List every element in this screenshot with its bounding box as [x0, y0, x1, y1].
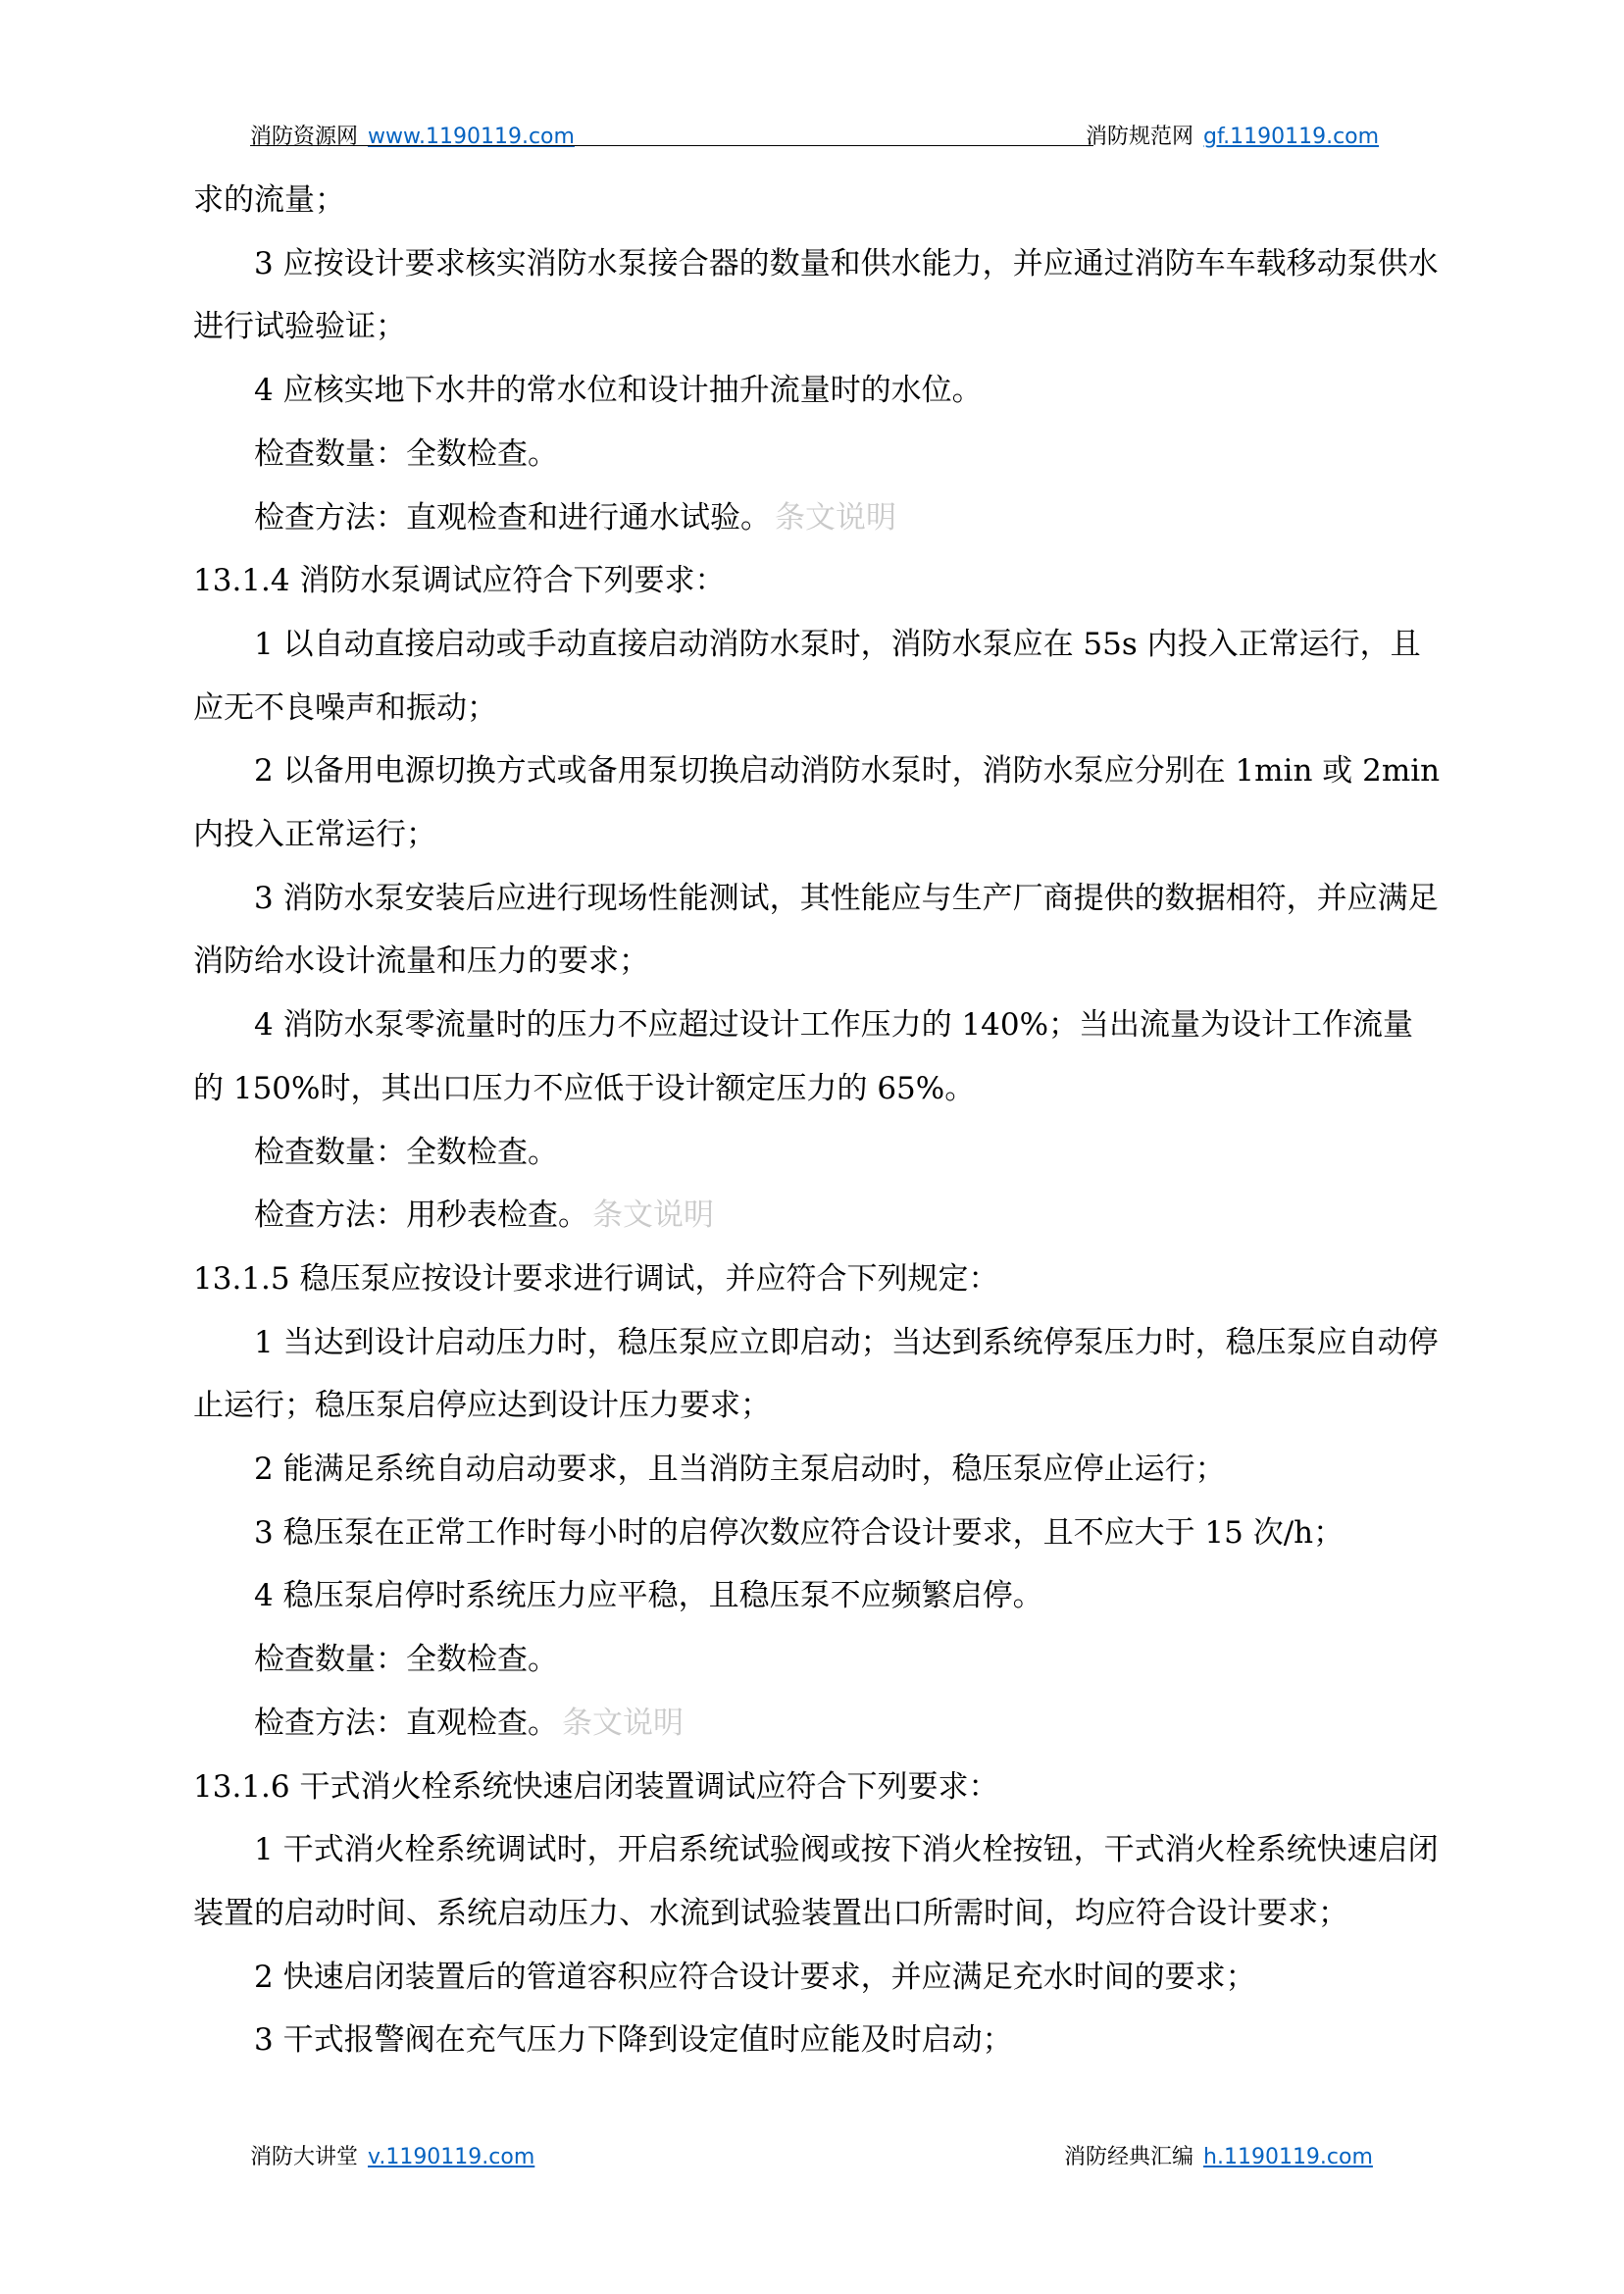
paragraph: [193, 1946, 1441, 2010]
clause-explanation-link[interactable]: 条文说明: [562, 1705, 684, 1741]
paragraph-text: 2 能满足系统自动启动要求，且当消防主泵启动时，稳压泵应停止运行；: [254, 1452, 1226, 1488]
paragraph-text: 求的流量；: [193, 182, 345, 218]
header-divider: [250, 145, 1093, 146]
paragraph: [193, 1438, 1441, 1502]
paragraph: [193, 867, 1441, 994]
paragraph-text: 3 干式报警阀在充气压力下降到设定值时应能及时启动；: [254, 2022, 1013, 2059]
header-left-link[interactable]: www.1190119.com: [368, 125, 575, 149]
paragraph-text: 检查数量：全数检查。: [254, 1642, 558, 1678]
paragraph: [193, 613, 1441, 739]
paragraph: [193, 1628, 1441, 1692]
header-left-label: 消防资源网: [250, 125, 359, 149]
footer-right-link[interactable]: h.1190119.com: [1203, 2145, 1373, 2169]
paragraph: [193, 486, 1441, 550]
footer-left-label: 消防大讲堂: [250, 2145, 359, 2169]
paragraph: [193, 169, 1441, 232]
paragraph-text: 13.1.4 消防水泵调试应符合下列要求：: [193, 563, 726, 599]
paragraph: [193, 994, 1441, 1120]
clause-heading: [193, 549, 1441, 613]
paragraph-text: 1 以自动直接启动或手动直接启动消防水泵时，消防水泵应在 55s 内投入正常运行，且应无不良噪声和振动；: [193, 626, 1421, 726]
paragraph: [193, 739, 1441, 866]
paragraph: [193, 1564, 1441, 1628]
paragraph-text: 13.1.5 稳压泵应按设计要求进行调试，并应符合下列规定：: [193, 1260, 999, 1297]
paragraph-text: 4 应核实地下水井的常水位和设计抽升流量时的水位。: [254, 373, 983, 409]
paragraph: [193, 1818, 1441, 1945]
paragraph-text: 检查数量：全数检查。: [254, 435, 558, 472]
paragraph-text: 2 以备用电源切换方式或备用泵切换启动消防水泵时，消防水泵应分别在 1min 或 2min 内投入正常运行；: [193, 753, 1441, 853]
paragraph: [193, 1121, 1441, 1185]
paragraph-text: 2 快速启闭装置后的管道容积应符合设计要求，并应满足充水时间的要求；: [254, 1959, 1256, 1995]
paragraph: [193, 1692, 1441, 1756]
clause-explanation-link[interactable]: 条文说明: [775, 499, 896, 535]
paragraph-text: 3 消防水泵安装后应进行现场性能测试，其性能应与生产厂商提供的数据相符，并应满足消防给水设计流量和压力的要求；: [193, 880, 1439, 980]
paragraph-text: 4 稳压泵启停时系统压力应平稳，且稳压泵不应频繁启停。: [254, 1578, 1043, 1614]
paragraph-text: 1 干式消火栓系统调试时，开启系统试验阀或按下消火栓按钮，干式消火栓系统快速启闭装置的启动时间、系统启动压力、水流到试验装置出口所需时间，均应符合设计要求；: [193, 1832, 1439, 1931]
paragraph: [193, 1311, 1441, 1438]
paragraph-text: 检查方法：直观检查和进行通水试验。: [254, 499, 771, 535]
clause-heading: [193, 1756, 1441, 1819]
paragraph-text: 3 稳压泵在正常工作时每小时的启停次数应符合设计要求，且不应大于 15 次/h；: [254, 1514, 1345, 1551]
paragraph: [193, 1184, 1441, 1248]
header-right-label: 消防规范网: [1086, 125, 1194, 149]
document-body: [193, 169, 1441, 2072]
paragraph-text: 3 应按设计要求核实消防水泵接合器的数量和供水能力，并应通过消防车车载移动泵供水进行试验验证；: [193, 245, 1439, 345]
paragraph: [193, 232, 1441, 359]
footer-right: [1064, 2140, 1373, 2170]
clause-explanation-link[interactable]: 条文说明: [592, 1198, 714, 1234]
paragraph-text: 检查方法：直观检查。: [254, 1705, 558, 1741]
paragraph-text: 检查数量：全数检查。: [254, 1134, 558, 1170]
footer-left-link[interactable]: v.1190119.com: [368, 2145, 535, 2169]
clause-heading: [193, 1248, 1441, 1311]
paragraph-text: 1 当达到设计启动压力时，稳压泵应立即启动；当达到系统停泵压力时，稳压泵应自动停止运行；稳压泵启停应达到设计压力要求；: [193, 1324, 1439, 1424]
paragraph-text: 13.1.6 干式消火栓系统快速启闭装置调试应符合下列要求：: [193, 1768, 999, 1805]
footer-right-label: 消防经典汇编: [1064, 2145, 1194, 2169]
header-right-link[interactable]: gf.1190119.com: [1203, 125, 1380, 149]
footer-left: [250, 2140, 534, 2170]
paragraph: [193, 1502, 1441, 1565]
paragraph-text: 检查方法：用秒表检查。: [254, 1198, 588, 1234]
header-right: [1086, 120, 1379, 150]
paragraph-text: 4 消防水泵零流量时的压力不应超过设计工作压力的 140%；当出流量为设计工作流量的 150%时，其出口压力不应低于设计额定压力的 65%。: [193, 1007, 1414, 1106]
paragraph: [193, 2009, 1441, 2072]
paragraph: [193, 423, 1441, 486]
paragraph: [193, 359, 1441, 423]
